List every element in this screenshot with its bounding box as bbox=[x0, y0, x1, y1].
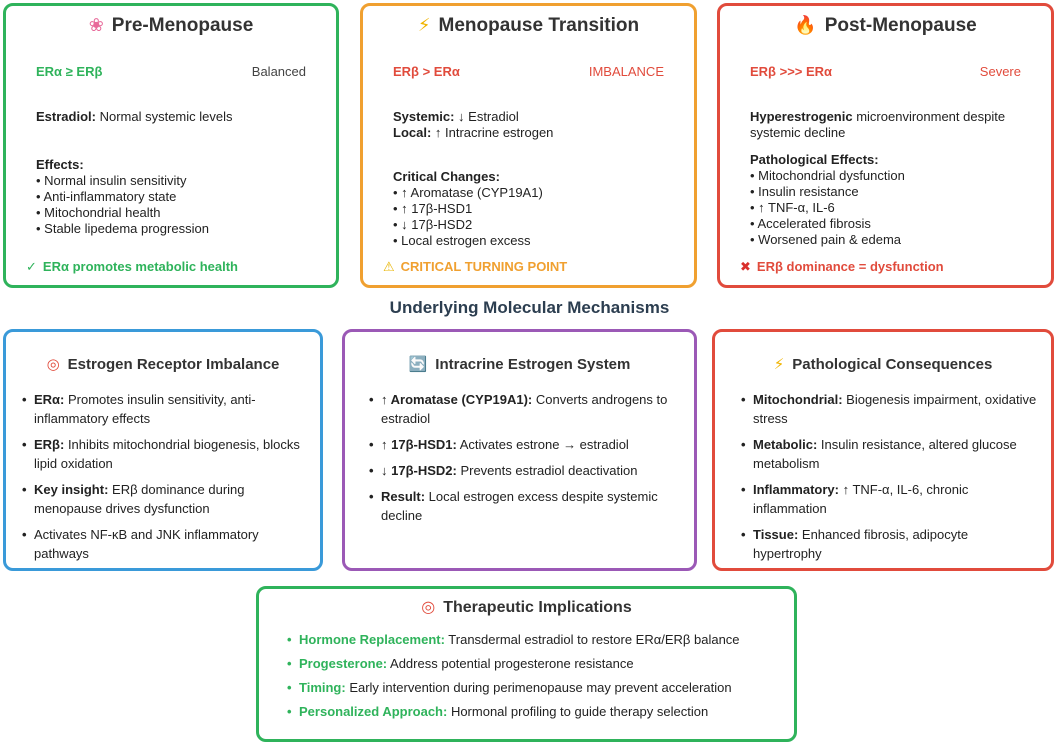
pre-menopause-title: ❀ Pre-Menopause bbox=[88, 15, 254, 36]
list-item: • Accelerated fibrosis bbox=[750, 216, 871, 231]
therapeutic-implications-panel bbox=[256, 586, 797, 742]
list-item: • Timing: Early intervention during perimenopause may prevent acceleration bbox=[287, 678, 784, 697]
list-item: • Inflammatory: ↑ TNF-α, IL-6, chronic inflammation bbox=[741, 480, 1037, 518]
list-item: • Anti-inflammatory state bbox=[36, 189, 177, 204]
list-item: • Hormone Replacement: Transdermal estradiol to restore ERα/ERβ balance bbox=[287, 630, 784, 649]
pathological-consequences-title: ⚡ Pathological Consequences bbox=[773, 356, 993, 373]
list-item: • Stable lipedema progression bbox=[36, 221, 209, 236]
status-label: Severe bbox=[979, 64, 1021, 79]
receptor-imbalance-panel bbox=[3, 329, 323, 571]
lightning-icon: ⚡ bbox=[773, 356, 785, 373]
list-item: • Local estrogen excess bbox=[393, 233, 531, 248]
pathological-effects-heading: Pathological Effects: bbox=[750, 152, 879, 167]
mechanisms-section-title: Underlying Molecular Mechanisms bbox=[389, 298, 670, 317]
lightning-icon: ⚡ bbox=[417, 15, 431, 35]
intracrine-system-list bbox=[369, 390, 680, 532]
list-item: • Tissue: Enhanced fibrosis, adipocyte hypertrophy bbox=[741, 525, 1037, 563]
pre-menopause-footer: ✓ ERα promotes metabolic health bbox=[26, 259, 238, 274]
post-ratio-row bbox=[750, 64, 1021, 79]
list-item: • ERβ: Inhibits mitochondrial biogenesis, blocks lipid oxidation bbox=[22, 435, 306, 473]
target-icon: ◎ bbox=[421, 599, 436, 616]
receptor-ratio: ERα ≥ ERβ bbox=[36, 64, 103, 79]
post-menopause-title: 🔥 Post-Menopause bbox=[794, 15, 977, 36]
target-icon: ◎ bbox=[46, 356, 60, 373]
list-item: • Worsened pain & edema bbox=[750, 232, 902, 247]
post-menopause-footer: ✖ ERβ dominance = dysfunction bbox=[740, 259, 944, 274]
list-item: • ↑ Aromatase (CYP19A1) bbox=[393, 185, 543, 200]
list-item: • Progesterone: Address potential progesterone resistance bbox=[287, 654, 784, 673]
effects-block bbox=[36, 157, 322, 237]
list-item: • ↑ Aromatase (CYP19A1): Converts androgens to estradiol bbox=[369, 390, 680, 428]
list-item: • Personalized Approach: Hormonal profiling to guide therapy selection bbox=[287, 702, 784, 721]
cycle-icon: 🔄 bbox=[408, 356, 428, 373]
warning-icon: ⚠ bbox=[383, 259, 395, 274]
receptor-imbalance-title: ◎ Estrogen Receptor Imbalance bbox=[46, 356, 280, 373]
list-item: • Normal insulin sensitivity bbox=[36, 173, 187, 188]
receptor-ratio: ERβ >>> ERα bbox=[750, 64, 833, 79]
list-item: • ↓ 17β-HSD2: Prevents estradiol deactivation bbox=[369, 461, 680, 480]
estradiol-text: Estradiol: Normal systemic levels bbox=[36, 109, 233, 124]
therapeutic-implications-title: ◎ Therapeutic Implications bbox=[421, 599, 632, 616]
intracrine-system-title: 🔄 Intracrine Estrogen System bbox=[408, 356, 631, 373]
receptor-ratio: ERβ > ERα bbox=[393, 64, 460, 79]
transition-footer: ⚠ CRITICAL TURNING POINT bbox=[383, 259, 568, 274]
pathological-effects-block bbox=[750, 152, 1037, 248]
pre-menopause-panel bbox=[3, 3, 339, 288]
hyperestrogenic-text: Hyperestrogenic microenvironment despite systemic decline bbox=[750, 109, 1006, 140]
list-item: • Mitochondrial dysfunction bbox=[750, 168, 905, 183]
list-item: • Mitochondrial health bbox=[36, 205, 161, 220]
list-item: • ERα: Promotes insulin sensitivity, anti-inflammatory effects bbox=[22, 390, 306, 428]
status-label: IMBALANCE bbox=[588, 64, 664, 79]
menopause-transition-panel bbox=[360, 3, 697, 288]
menopause-transition-title: ⚡ Menopause Transition bbox=[417, 15, 640, 36]
cross-icon: ✖ bbox=[740, 259, 751, 274]
pre-menopause-ratio-row bbox=[36, 64, 306, 79]
list-item: • Mitochondrial: Biogenesis impairment, oxidative stress bbox=[741, 390, 1037, 428]
critical-changes-heading: Critical Changes: bbox=[393, 169, 500, 184]
pathological-consequences-list bbox=[741, 390, 1037, 570]
list-item: • Result: Local estrogen excess despite systemic decline bbox=[369, 487, 680, 525]
list-item: • ↑ 17β-HSD1 bbox=[393, 201, 473, 216]
fire-icon: 🔥 bbox=[794, 15, 817, 35]
therapeutic-list bbox=[287, 630, 784, 726]
list-item: • ↑ 17β-HSD1: Activates estrone → estradiol bbox=[369, 435, 680, 454]
list-item: • ↑ TNF-α, IL-6 bbox=[750, 200, 835, 215]
flower-icon: ❀ bbox=[88, 15, 104, 35]
systemic-local-text: Systemic: ↓ Estradiol Local: ↑ Intracrine estrogen bbox=[393, 109, 554, 140]
status-label: Balanced bbox=[251, 64, 306, 79]
pathological-consequences-panel bbox=[712, 329, 1054, 571]
post-menopause-panel bbox=[717, 3, 1054, 288]
critical-changes-block bbox=[393, 169, 680, 249]
list-item: • Activates NF-κB and JNK inflammatory pathways bbox=[22, 525, 306, 563]
intracrine-system-panel bbox=[342, 329, 697, 571]
list-item: • Metabolic: Insulin resistance, altered glucose metabolism bbox=[741, 435, 1037, 473]
check-icon: ✓ bbox=[26, 259, 37, 274]
list-item: • ↓ 17β-HSD2 bbox=[393, 217, 473, 232]
effects-heading: Effects: bbox=[36, 157, 84, 172]
list-item: • Key insight: ERβ dominance during menopause drives dysfunction bbox=[22, 480, 306, 518]
receptor-imbalance-list bbox=[22, 390, 306, 570]
list-item: • Insulin resistance bbox=[750, 184, 859, 199]
transition-ratio-row bbox=[393, 64, 664, 79]
